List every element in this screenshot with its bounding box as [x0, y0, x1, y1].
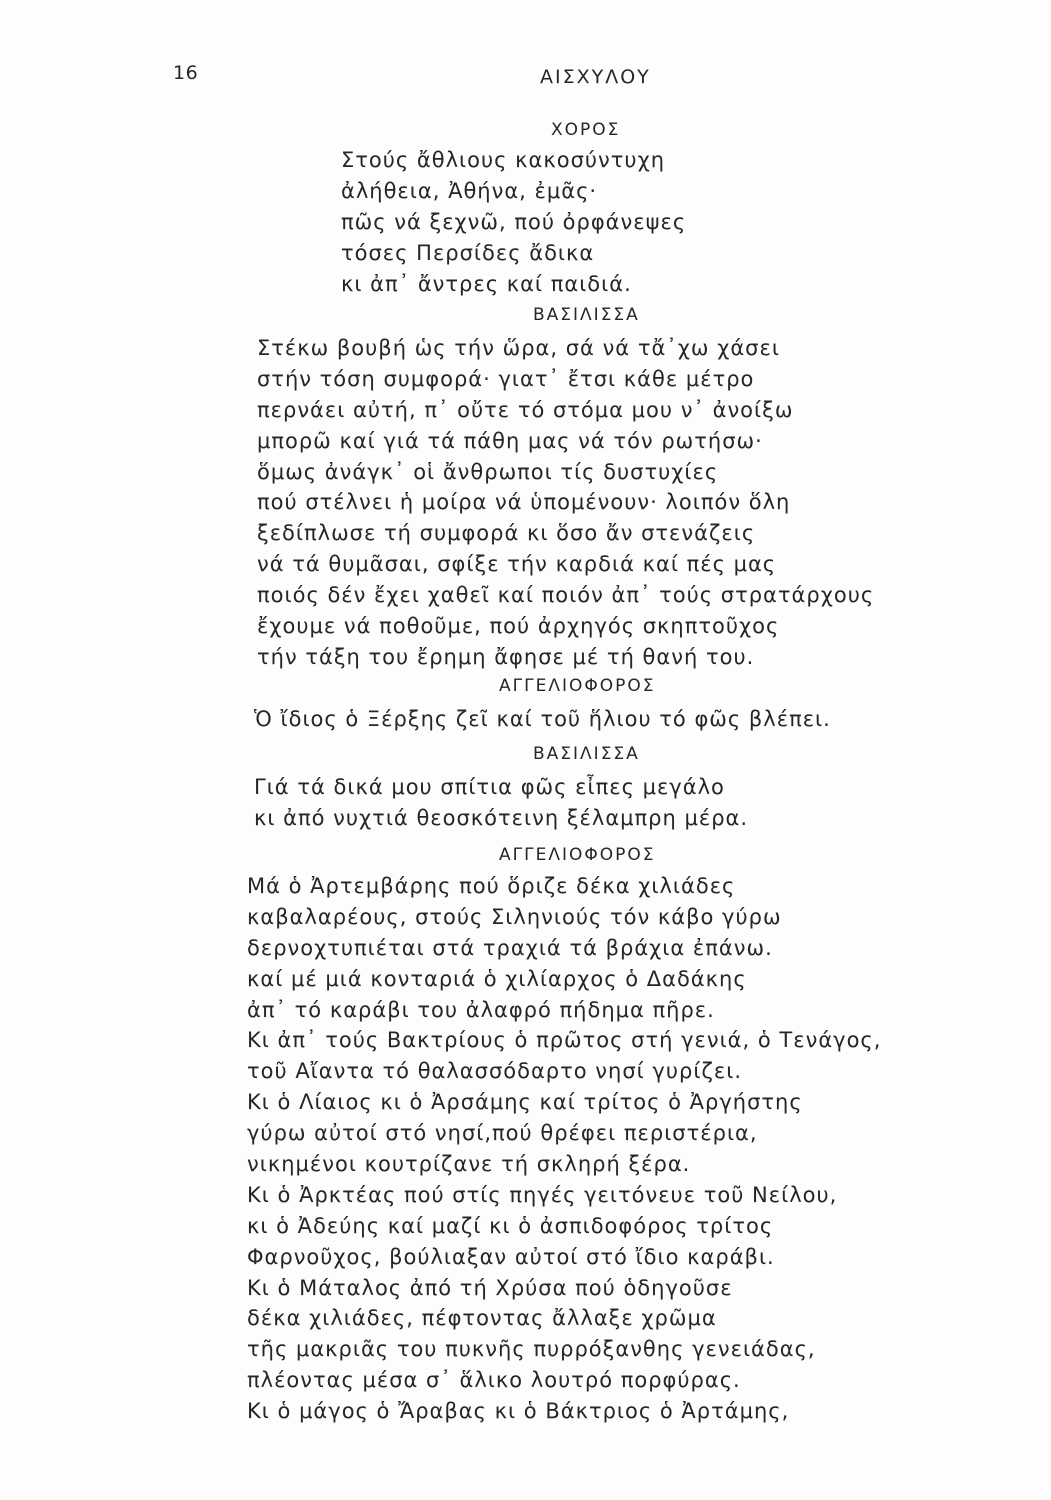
verse-line: ποιός δέν ἔχει χαθεῖ καί ποιόν ἀπ᾿ τούς στρατάρχους [257, 583, 875, 608]
verse-line: ἀλήθεια, Ἀθήνα, ἐμᾶς· [341, 178, 598, 203]
verse-line: Φαρνοῦχος, βούλιαξαν αὐτοί στό ἴδιο καράβι. [247, 1244, 775, 1269]
verse-line: τήν τάξη του ἔρημη ἄφησε μέ τή θανή του. [257, 644, 755, 669]
verse-line: κι ἀπ᾿ ἄντρες καί παιδιά. [341, 271, 632, 296]
verse-line: Στέκω βουβή ὡς τήν ὥρα, σά νά τἄ᾿χω χάσει [257, 336, 780, 360]
speaker-label: ΒΑΣΙΛΙΣΣΑ [533, 744, 640, 764]
verse-line: τόσες Περσίδες ἄδικα [341, 240, 595, 265]
verse-line: καί μέ μιά κονταριά ὁ χιλίαρχος ὁ Δαδάκης [247, 966, 747, 991]
verse-line: τῆς μακριᾶς του πυκνῆς πυρρόξανθης γενειάδας, [247, 1337, 816, 1362]
verse-line: Κι ὁ Ἀρκτέας πού στίς πηγές γειτόνευε τοῦ Νείλου, [247, 1182, 838, 1207]
verse-line: Κι ἀπ᾿ τούς Βακτρίους ὁ πρῶτος στή γενιά, ὁ Τενάγος, [247, 1028, 882, 1053]
speaker-label: ΑΓΓΕΛΙΟΦΟΡΟΣ [499, 676, 656, 696]
verse-line: ὅμως ἀνάγκ᾿ οἱ ἄνθρωποι τίς δυστυχίες [257, 459, 719, 484]
verse-line: νικημένοι κουτρίζανε τή σκληρή ξέρα. [247, 1152, 691, 1177]
verse-line: Κι ὁ Λίαιος κι ὁ Ἀρσάμης καί τρίτος ὁ Ἀργήστης [247, 1090, 803, 1115]
verse-line: δέκα χιλιάδες, πέφτοντας ἄλλαξε χρῶμα [247, 1306, 717, 1331]
verse-line: Μά ὁ Ἀρτεμβάρης πού ὅριζε δέκα χιλιάδες [247, 874, 736, 898]
verse-line: ἀπ᾿ τό καράβι του ἀλαφρό πήδημα πῆρε. [247, 997, 715, 1022]
verse-line: μπορῶ καί γιά τά πάθη μας νά τόν ρωτήσω· [257, 428, 763, 453]
verse-line: ἔχουμε νά ποθοῦμε, πού ἀρχηγός σκηπτοῦχος [257, 614, 780, 639]
chorus-verse [341, 145, 686, 299]
verse-line: Ὁ ἴδιος ὁ Ξέρξης ζεῖ καί τοῦ ἥλιου τό φῶς βλέπει. [254, 707, 831, 731]
page-number: 16 [173, 62, 199, 84]
verse-line: πού στέλνει ἡ μοίρα νά ὑπομένουν· λοιπόν ὅλη [257, 490, 791, 515]
verse-line: πλέοντας μέσα σ᾿ ἅλικο λουτρό πορφύρας. [247, 1368, 741, 1393]
verse-line: Κι ὁ μάγος ὁ Ἄραβας κι ὁ Βάκτριος ὁ Ἀρτάμης, [247, 1399, 790, 1424]
verse-line: γύρω αὐτοί στό νησί,πού θρέφει περιστέρια, [247, 1121, 758, 1146]
verse-line: κι ἀπό νυχτιά θεοσκότεινη ξέλαμπρη μέρα. [254, 805, 749, 830]
speaker-label: ΑΓΓΕΛΙΟΦΟΡΟΣ [499, 845, 656, 865]
running-title: ΑΙΣΧΥΛΟΥ [540, 66, 651, 88]
queen-verse [257, 333, 874, 673]
queen-verse [254, 772, 748, 834]
speaker-label: ΧΟΡΟΣ [551, 120, 621, 140]
verse-line: Στούς ἄθλιους κακοσύντυχη [341, 148, 666, 172]
verse-line: ξεδίπλωσε τή συμφορά κι ὅσο ἄν στενάζεις [257, 521, 756, 546]
speaker-label: ΒΑΣΙΛΙΣΣΑ [533, 305, 640, 325]
verse-line: στήν τόση συμφορά· γιατ᾿ ἔτσι κάθε μέτρο [257, 366, 755, 391]
verse-line: Κι ὁ Μάταλος ἀπό τή Χρύσα πού ὁδηγοῦσε [247, 1275, 733, 1300]
verse-line: περνάει αὐτή, π᾿ οὔτε τό στόμα μου ν᾿ ἀνοίξω [257, 397, 794, 422]
verse-line: κι ὁ Ἀδεύης καί μαζί κι ὁ ἀσπιδοφόρος τρίτος [247, 1213, 774, 1238]
messenger-verse [247, 871, 881, 1427]
verse-line: Γιά τά δικά μου σπίτια φῶς εἶπες μεγάλο [254, 775, 725, 799]
verse-line: νά τά θυμᾶσαι, σφίξε τήν καρδιά καί πές μας [257, 552, 777, 577]
verse-line: δερνοχτυπιέται στά τραχιά τά βράχια ἐπάνω. [247, 935, 773, 960]
verse-line: πῶς νά ξεχνῶ, πού ὀρφάνεψες [341, 209, 687, 234]
verse-line: τοῦ Αἴαντα τό θαλασσόδαρτο νησί γυρίζει. [247, 1059, 743, 1084]
verse-line: καβαλαρέους, στούς Σιληνιούς τόν κάβο γύρω [247, 904, 782, 929]
messenger-verse [254, 704, 831, 735]
